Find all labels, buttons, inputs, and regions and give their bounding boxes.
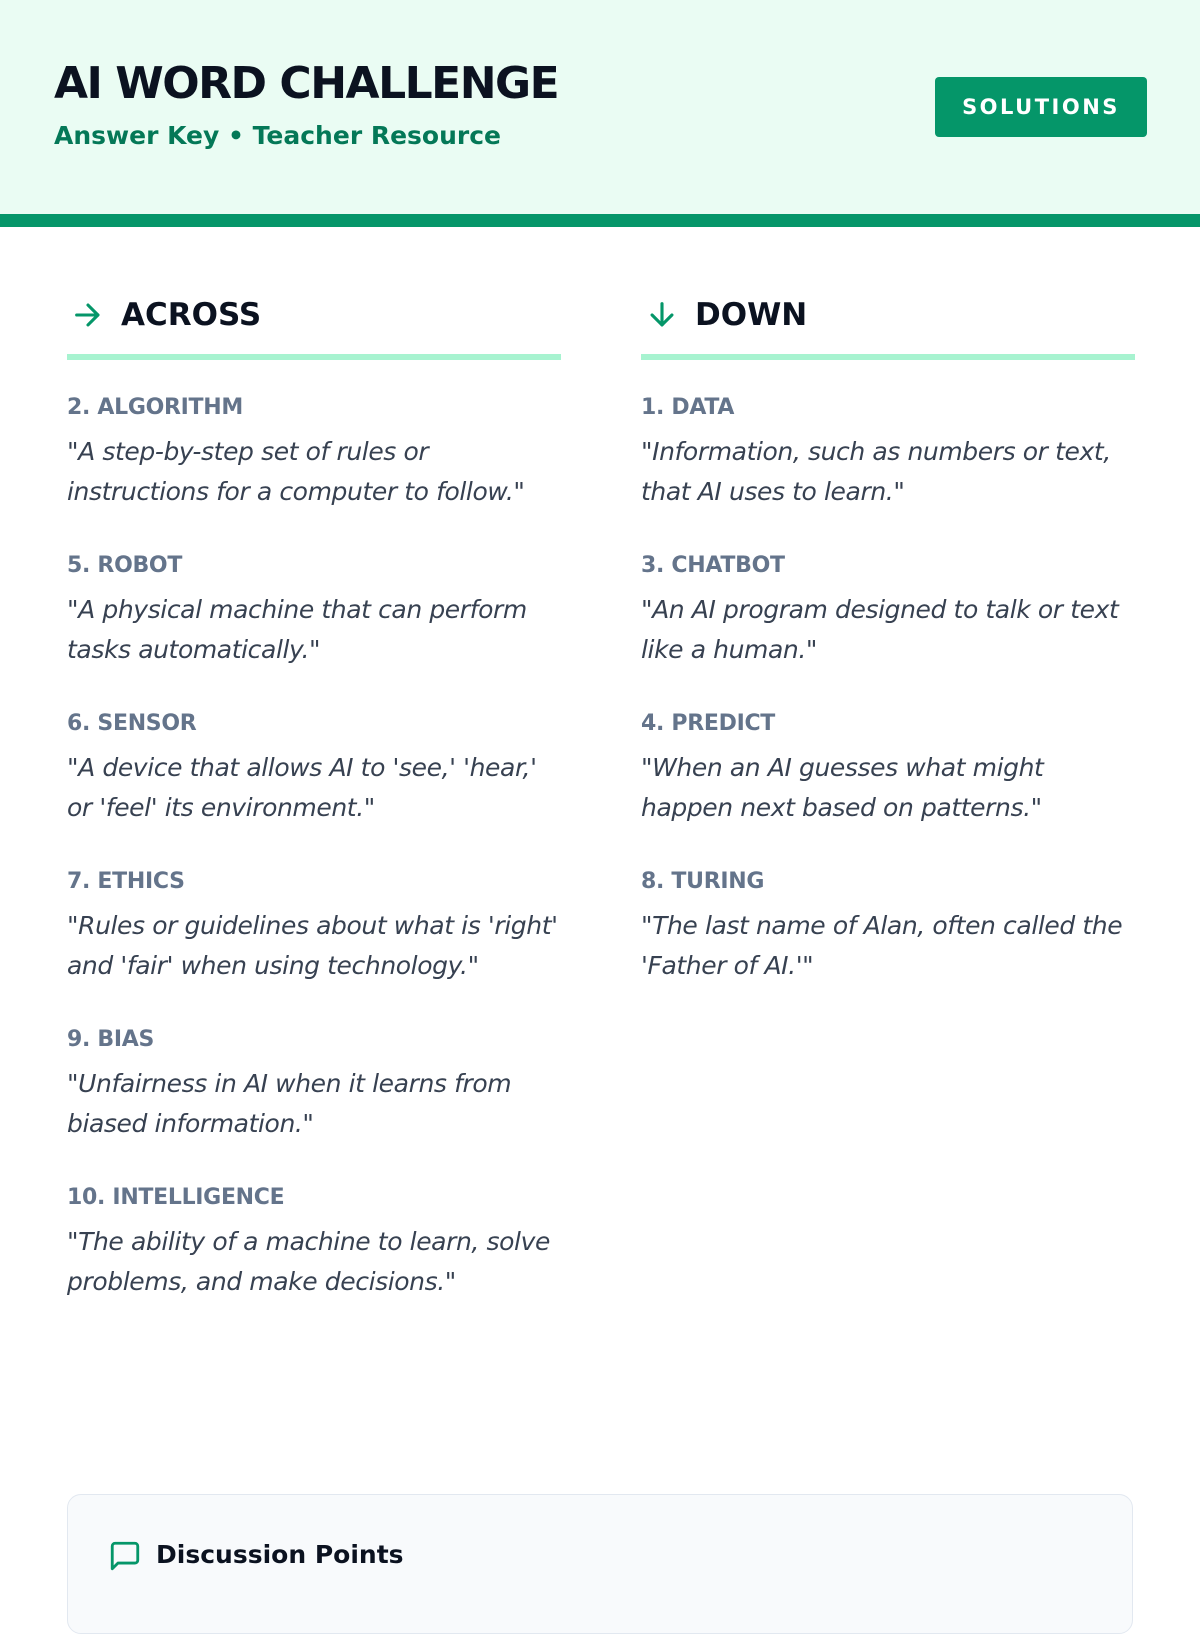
across-title: ACROSS: [121, 297, 262, 333]
clue-definition: "The ability of a machine to learn, solve problems, and make decisions.": [67, 1227, 550, 1296]
chat-bubble-icon: [108, 1539, 142, 1573]
header-divider: [0, 214, 1200, 227]
clue-item: [641, 392, 1135, 512]
clue-definition: "A physical machine that can perform tasks automatically.": [67, 595, 527, 664]
clue-item: [67, 392, 561, 512]
clue-answer: 4. PREDICT: [641, 711, 776, 736]
clue-definition: "When an AI guesses what might happen next based on patterns.": [641, 753, 1044, 822]
clue-item: [67, 1024, 561, 1144]
clue-definition: "The last name of Alan, often called the 'Father of AI.'": [641, 911, 1123, 980]
clue-answer: 3. CHATBOT: [641, 553, 785, 578]
clue-answer: 6. SENSOR: [67, 711, 197, 736]
clue-answer: 10. INTELLIGENCE: [67, 1185, 285, 1210]
down-title: DOWN: [695, 297, 808, 333]
solutions-button[interactable]: SOLUTIONS: [935, 77, 1147, 137]
clue-answer: 1. DATA: [641, 395, 735, 420]
clue-definition: "An AI program designed to talk or text like a human.": [641, 595, 1119, 664]
clue-item: [67, 866, 561, 986]
across-clue-list: [67, 392, 561, 1302]
down-underline: [641, 354, 1135, 360]
page-subtitle: Answer Key • Teacher Resource: [54, 121, 502, 150]
clue-item: [641, 550, 1135, 670]
clue-definition: "Unfairness in AI when it learns from biased information.": [67, 1069, 512, 1138]
clue-answer: 9. BIAS: [67, 1027, 155, 1052]
clue-definition: "A device that allows AI to 'see,' 'hear,' or 'feel' its environment.": [67, 753, 537, 822]
clue-definition: "Rules or guidelines about what is 'right' and 'fair' when using technology.": [67, 911, 558, 980]
clue-item: [641, 866, 1135, 986]
arrow-right-icon: [71, 298, 105, 332]
clue-answer: 8. TURING: [641, 869, 765, 894]
clue-definition: "A step-by-step set of rules or instructions for a computer to follow.": [67, 437, 525, 506]
down-clue-list: [641, 392, 1135, 986]
across-column: [67, 290, 561, 1340]
clue-definition: "Information, such as numbers or text, that AI uses to learn.": [641, 437, 1111, 506]
clue-item: [641, 708, 1135, 828]
page-title: AI WORD CHALLENGE: [54, 58, 559, 109]
across-underline: [67, 354, 561, 360]
down-column: [641, 290, 1135, 1024]
discussion-panel: [67, 1494, 1133, 1634]
clue-answer: 5. ROBOT: [67, 553, 183, 578]
clue-answer: 7. ETHICS: [67, 869, 185, 894]
down-heading: [641, 290, 1135, 362]
clue-item: [67, 708, 561, 828]
clue-item: [67, 550, 561, 670]
page-header: [0, 0, 1200, 214]
clue-item: [67, 1182, 561, 1302]
arrow-down-icon: [645, 298, 679, 332]
across-heading: [67, 290, 561, 362]
clue-answer: 2. ALGORITHM: [67, 395, 243, 420]
discussion-title: Discussion Points: [156, 1540, 404, 1569]
